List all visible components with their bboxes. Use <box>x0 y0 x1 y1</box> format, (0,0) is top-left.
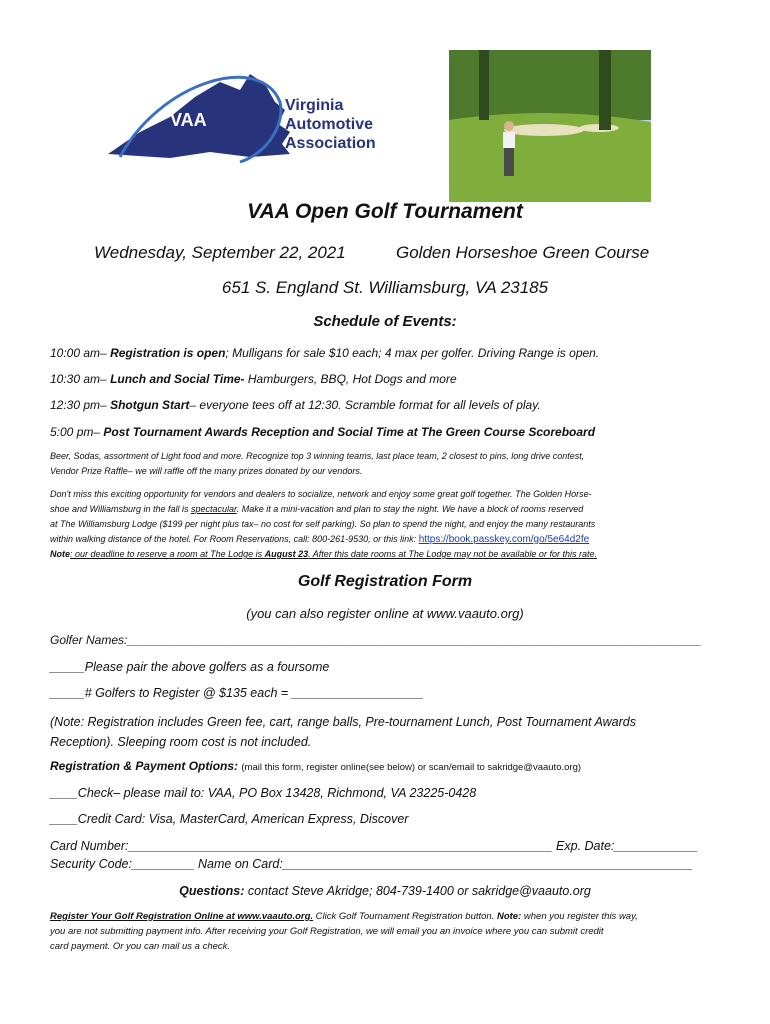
note-text: . After this date rooms at The Lodge may not be available or for this rate. <box>308 549 597 559</box>
promo-paragraph <box>50 487 720 562</box>
deadline-note <box>50 547 720 562</box>
logo-abbr: VAA <box>170 110 207 130</box>
online-line <box>50 909 720 924</box>
logo-line-1: Virginia <box>285 97 344 114</box>
reception-line: Beer, Sodas, assortment of Light food and more. Recognize top 3 winning teams, last place team, 2 closest to pins, long drive contest, <box>50 451 585 461</box>
schedule-item <box>50 398 541 412</box>
payment-text: (mail this form, register online(see below) or scan/email to sakridge@vaauto.org) <box>241 762 582 773</box>
page-title: VAA Open Golf Tournament <box>247 200 523 223</box>
payment-label: Registration & Payment Options: <box>50 759 239 773</box>
event-venue: Golden Horseshoe Green Course <box>396 243 650 262</box>
schedule-item <box>50 372 457 386</box>
schedule-heading: Schedule of Events: <box>313 313 457 330</box>
promo-text: within walking distance of the hotel. For Room Reservations, call: 800-261-9530, or this link: <box>50 534 419 544</box>
payment-options <box>50 759 581 773</box>
schedule-item <box>50 346 599 360</box>
promo-text: . Make it a mini-vacation and plan to stay the night. We have a block of rooms reserved <box>236 504 584 514</box>
promo-line: Don't miss this exciting opportunity for vendors and dealers to socialize, network and enjoy some great golf together. The Golden Horse- <box>50 489 592 499</box>
golfer-photo <box>449 50 651 202</box>
online-text: Click Golf Tournament Registration button. <box>313 911 497 922</box>
form-heading: Golf Registration Form <box>297 573 473 590</box>
card-number-field[interactable]: Card Number:_____________________________________________________________ Exp. Date:____________ <box>50 839 698 853</box>
schedule-text: ; Mulligans for sale $10 each; 4 max per golfer. Driving Range is open. <box>225 346 600 360</box>
promo-line: at The Williamsburg Lodge ($199 per night plus tax– no cost for self parking). So plan to spend the night, and enjoy the many restaurants <box>50 519 596 529</box>
schedule-text: Hamburgers, BBQ, Hot Dogs and more <box>244 372 457 386</box>
schedule-label: Shotgun Start <box>110 398 190 412</box>
registration-note <box>50 712 636 752</box>
logo-text <box>285 96 376 153</box>
questions-line <box>0 884 770 898</box>
schedule-label: Post Tournament Awards Reception and Social Time at The Green Course Scoreboard <box>103 425 596 439</box>
security-code-field[interactable]: Security Code:_________ Name on Card:___________________________________________________________ <box>50 857 693 871</box>
room-reservation-link[interactable]: https://book.passkey.com/go/5e64d2fe <box>418 534 590 545</box>
check-option[interactable]: ____Check– please mail to: VAA, PO Box 13428, Richmond, VA 23225-0428 <box>50 786 477 800</box>
questions-text: contact Steve Akridge; 804-739-1400 or sakridge@vaauto.org <box>244 884 591 898</box>
golfers-count-field[interactable]: _____# Golfers to Register @ $135 each = ___________________ <box>50 686 424 700</box>
online-line: card payment. Or you can mail us a check. <box>50 941 231 952</box>
note-line: (Note: Registration includes Green fee, cart, range balls, Pre-tournament Lunch, Post Tournament Awards <box>50 715 636 729</box>
form-subheading: (you can also register online at www.vaauto.org) <box>246 606 524 621</box>
reception-line: Vendor Prize Raffle– we will raffle off the many prizes donated by our vendors. <box>50 466 363 476</box>
schedule-time: 10:30 am– <box>50 372 107 386</box>
online-line: you are not submitting payment info. After receiving your Golf Registration, we will email you an invoice where you can submit credit <box>50 926 604 937</box>
questions-label: Questions: <box>179 884 245 898</box>
golfer-names-field[interactable]: Golfer Names:______________________________________________________________________________________ <box>50 633 702 647</box>
schedule-time: 10:00 am– <box>50 346 107 360</box>
event-date: Wednesday, September 22, 2021 <box>94 243 346 262</box>
logo-line-3: Association <box>285 135 376 152</box>
reception-details <box>50 449 720 479</box>
note-date: August 23 <box>264 549 309 559</box>
schedule-item <box>50 425 595 439</box>
pair-foursome-field[interactable]: _____Please pair the above golfers as a foursome <box>50 660 330 674</box>
promo-line <box>50 502 720 517</box>
online-register-link[interactable]: Register Your Golf Registration Online at www.vaauto.org. <box>50 911 314 922</box>
schedule-time: 5:00 pm– <box>50 425 101 439</box>
event-address: 651 S. England St. Williamsburg, VA 23185 <box>221 278 549 297</box>
schedule-time: 12:30 pm– <box>50 398 107 412</box>
note-text: : our deadline to reserve a room at The Lodge is <box>70 549 265 559</box>
schedule-label: Registration is open <box>110 346 226 360</box>
online-note-label: Note: <box>496 911 522 922</box>
note-line: Reception). Sleeping room cost is not included. <box>50 735 312 749</box>
promo-text: shoe and Williamsburg in the fall is <box>50 504 191 514</box>
note-label: Note <box>50 549 70 559</box>
online-note: when you register this way, <box>521 911 638 922</box>
credit-card-option[interactable]: ____Credit Card: Visa, MasterCard, American Express, Discover <box>50 812 409 826</box>
schedule-label: Lunch and Social Time- <box>110 372 245 386</box>
promo-line <box>50 532 720 547</box>
promo-emphasis: spectacular <box>191 504 237 514</box>
schedule-text: – everyone tees off at 12:30. Scramble format for all levels of play. <box>189 398 541 412</box>
online-registration <box>50 909 720 954</box>
logo-line-2: Automotive <box>285 116 373 133</box>
